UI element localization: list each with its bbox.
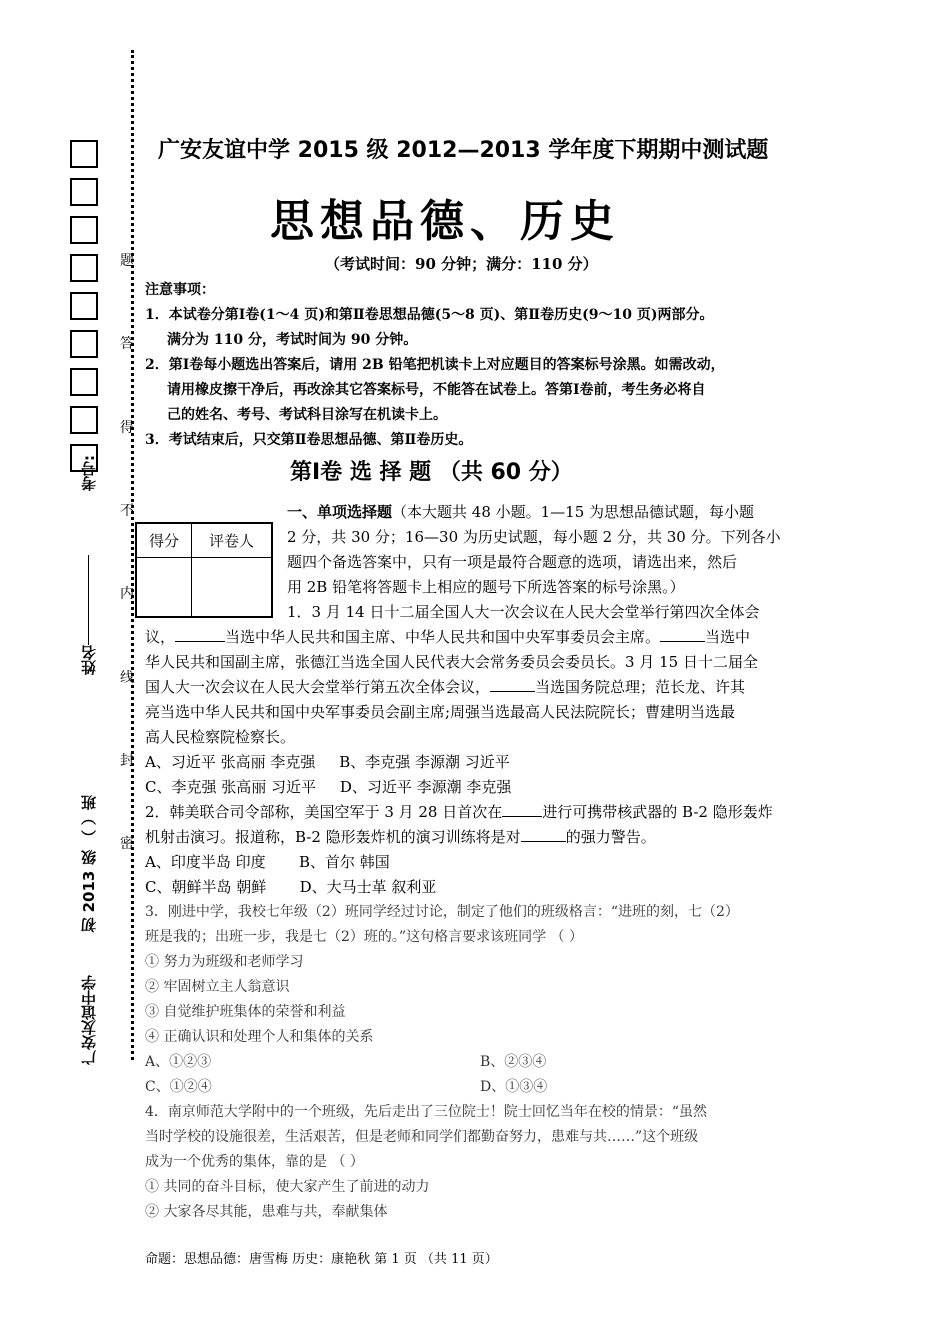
seal-char: 内 bbox=[120, 586, 134, 602]
binding-dotted-line bbox=[131, 50, 134, 1060]
exam-number-label: 考号: bbox=[80, 455, 98, 491]
subject-title: 思想品德、历史 bbox=[270, 196, 620, 247]
seal-char: 题 bbox=[120, 253, 134, 269]
q3-text: 3．刚进中学，我校七年级（2）班同学经过讨论，制定了他们的班级格言：“进班的刻，七（2） bbox=[145, 904, 739, 920]
q1-text: 亮当选中华人民共和国中央军事委员会副主席;周强当选最高人民法院院长；曹建明当选最 bbox=[145, 703, 736, 721]
answer-blank bbox=[521, 841, 566, 842]
exam-number-box[interactable] bbox=[70, 254, 98, 282]
seal-char: 不 bbox=[120, 503, 134, 519]
notes-heading: 注意事项： bbox=[145, 282, 215, 298]
seal-char: 得 bbox=[120, 420, 134, 436]
q2-option-b: B、首尔 韩国 bbox=[299, 853, 390, 871]
q2-option-c: C、朝鲜半岛 朝鲜 bbox=[145, 878, 267, 896]
q1-option-a: A、习近平 张高丽 李克强 bbox=[145, 753, 316, 771]
q4-text: 当时学校的设施很差，生活艰苦，但是老师和同学们都勤奋努力，患难与共……”这个班级 bbox=[145, 1129, 699, 1145]
note-line: 满分为 110 分，考试时间为 90 分钟。 bbox=[167, 332, 418, 348]
grader-header: 评卷人 bbox=[192, 523, 272, 557]
exam-number-box[interactable] bbox=[70, 406, 98, 434]
note-line: 请用橡皮擦干净后，再改涂其它答案标号，不能答在试卷上。答第Ⅰ卷前，考生务必将自 bbox=[167, 382, 706, 398]
q1-text: 华人民共和国副主席，张德江当选全国人民代表大会常务委员会委员长。3 月 15 日十二届全 bbox=[145, 653, 758, 671]
q3-option-a: A、①②③ bbox=[145, 1054, 212, 1070]
section-heading: 一、单项选择题 bbox=[287, 503, 393, 521]
section-intro: 2 分，共 30 分；16—30 为历史试题，每小题 2 分，共 30 分。下列各小 bbox=[287, 528, 781, 546]
seal-char: 答 bbox=[120, 336, 134, 352]
exam-number-box[interactable] bbox=[70, 330, 98, 358]
question-content bbox=[145, 500, 815, 1225]
section-intro: （本大题共 48 小题。1—15 为思想品德试题，每小题 bbox=[392, 503, 755, 521]
q1-text: 当选中华人民共和国主席、中华人民共和国中央军事委员会主席。 bbox=[225, 628, 661, 646]
exam-number-box[interactable] bbox=[70, 140, 98, 168]
q3-statement: ① 努力为班级和老师学习 bbox=[145, 954, 304, 970]
q1-text: 高人民检察院检察长。 bbox=[145, 728, 296, 746]
q3-option-c: C、①②④ bbox=[145, 1079, 212, 1095]
note-line: 己的姓名、考号、考试科目涂写在机读卡上。 bbox=[167, 407, 447, 423]
q1-text: 议， bbox=[145, 628, 176, 646]
q1-option-c: C、李克强 张高丽 习近平 bbox=[145, 778, 317, 796]
exam-number-box[interactable] bbox=[70, 216, 98, 244]
q1-text: 当选国务院总理；范长龙、许其 bbox=[535, 678, 746, 696]
note-line: 2．第Ⅰ卷每小题选出答案后，请用 2B 铅笔把机读卡上对应题目的答案标号涂黑。如需改动， bbox=[145, 357, 725, 373]
q3-text: 班是我的；出班一步，我是七（2）班的。”这句格言要求该班同学 （ ） bbox=[145, 929, 583, 945]
exam-title: 广安友谊中学 2015 级 2012—2013 学年度下期期中测试题 bbox=[158, 138, 769, 163]
school-label: 广安友谊中学 bbox=[80, 975, 98, 1065]
q3-statement: ② 牢固树立主人翁意识 bbox=[145, 979, 290, 995]
time-score: （考试时间：90 分钟；满分：110 分） bbox=[325, 255, 598, 273]
q4-text: 4．南京师范大学附中的一个班级，先后走出了三位院士！院士回忆当年在校的情景：“虽然 bbox=[145, 1104, 708, 1120]
q2-text: 2．韩美联合司令部称，美国空军于 3 月 28 日首次在 bbox=[145, 803, 503, 821]
answer-blank bbox=[490, 691, 535, 692]
class-label: 初 2013 级 （ ）班 bbox=[80, 795, 98, 933]
q1-option-d: D、习近平 李源潮 李克强 bbox=[339, 778, 512, 796]
seal-char: 封 bbox=[120, 753, 134, 769]
q1-text: 国人大一次会议在人民大会堂举行第五次全体会议， bbox=[145, 678, 491, 696]
q3-option-d: D、①③④ bbox=[480, 1079, 548, 1095]
q3-statement: ③ 自觉维护班集体的荣誉和利益 bbox=[145, 1004, 346, 1020]
seal-char: 线 bbox=[120, 670, 134, 686]
score-header: 得分 bbox=[136, 523, 192, 557]
name-label: 姓名 bbox=[80, 645, 98, 675]
q1-text: 1．3 月 14 日十二届全国人大一次会议在人民大会堂举行第四次全体会 bbox=[287, 603, 760, 621]
q2-option-d: D、大马士革 叙利亚 bbox=[299, 878, 437, 896]
q1-text: 当选中 bbox=[705, 628, 751, 646]
exam-number-box[interactable] bbox=[70, 292, 98, 320]
exam-number-box[interactable] bbox=[70, 178, 98, 206]
q4-statement: ① 共同的奋斗目标，使大家产生了前进的动力 bbox=[145, 1179, 430, 1195]
note-line: 3．考试结束后，只交第Ⅱ卷思想品德、第Ⅱ卷历史。 bbox=[145, 432, 473, 448]
q3-option-b: B、②③④ bbox=[480, 1054, 547, 1070]
q4-text: 成为一个优秀的集体，靠的是 （ ） bbox=[145, 1154, 364, 1170]
q2-text: 的强力警告。 bbox=[565, 828, 656, 846]
part-title: 第Ⅰ卷 选 择 题 （共 60 分） bbox=[290, 460, 573, 485]
exam-number-box[interactable] bbox=[70, 368, 98, 396]
q2-text: 进行可携带核武器的 B-2 隐形轰炸 bbox=[542, 803, 773, 821]
q1-option-b: B、李克强 李源潮 习近平 bbox=[339, 753, 510, 771]
answer-blank bbox=[660, 641, 705, 642]
name-underline[interactable] bbox=[88, 555, 90, 645]
notes bbox=[145, 278, 825, 453]
q2-option-a: A、印度半岛 印度 bbox=[145, 853, 266, 871]
note-line: 1．本试卷分第Ⅰ卷(1～4 页)和第Ⅱ卷思想品德(5～8 页)、第Ⅱ卷历史(9～10 页)两部分。 bbox=[145, 307, 714, 323]
answer-blank bbox=[175, 641, 225, 642]
q2-text: 机射击演习。报道称，B-2 隐形轰炸机的演习训练将是对 bbox=[145, 828, 521, 846]
section-intro: 用 2B 铅笔将答题卡上相应的题号下所选答案的标号涂黑。） bbox=[287, 578, 685, 596]
q3-statement: ④ 正确认识和处理个人和集体的关系 bbox=[145, 1029, 374, 1045]
page-footer: 命题：思想品德：唐雪梅 历史：康艳秋 第 1 页 （共 11 页） bbox=[145, 1252, 498, 1267]
q4-statement: ② 大家各尽其能，患难与共，奉献集体 bbox=[145, 1204, 388, 1220]
answer-blank bbox=[502, 816, 542, 817]
exam-number-boxes bbox=[70, 140, 100, 482]
section-intro: 题四个备选答案中，只有一项是最符合题意的选项，请选出来，然后 bbox=[287, 553, 738, 571]
seal-char: 密 bbox=[120, 836, 134, 852]
